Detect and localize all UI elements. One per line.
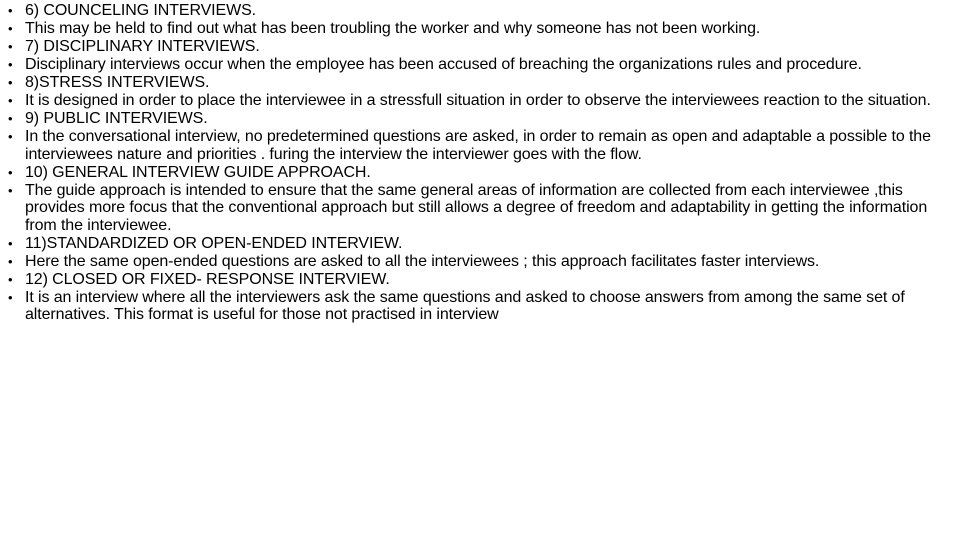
bullet-dot: • <box>8 93 13 108</box>
bullet-item <box>6 289 946 324</box>
bullet-item <box>6 92 946 110</box>
bullet-text: The guide approach is intended to ensure that the same general areas of information are collected from each interviewee ,this provides more focus that the conventional approach but still allows a degree of freedom and adaptability in getting the information from the interviewee. <box>25 181 928 234</box>
bullet-dot: • <box>8 57 13 72</box>
bullet-text: It is an interview where all the interviewers ask the same questions and asked to choose answers from among the same set of alternatives. This format is useful for those not practised in interview <box>25 288 905 323</box>
bullet-list <box>6 2 946 324</box>
bullet-dot: • <box>8 271 13 287</box>
bullet-item <box>6 182 946 235</box>
bullet-item <box>6 20 946 38</box>
bullet-text: It is designed in order to place the interviewee in a stressfull situation in order to observe the interviewees reaction to the situation. <box>25 92 931 109</box>
bullet-dot: • <box>8 182 13 198</box>
bullet-text: 10) GENERAL INTERVIEW GUIDE APPROACH. <box>25 163 371 181</box>
bullet-dot: • <box>8 235 13 251</box>
bullet-text: Here the same open-ended questions are asked to all the interviewees ; this approach facilitates faster interviews. <box>25 252 820 270</box>
bullet-text: 8)STRESS INTERVIEWS. <box>25 74 210 91</box>
bullet-dot: • <box>8 39 13 54</box>
bullet-item <box>6 38 946 56</box>
bullet-text: 12) CLOSED OR FIXED- RESPONSE INTERVIEW. <box>25 270 390 288</box>
bullet-item <box>6 235 946 253</box>
bullet-dot: • <box>8 289 13 305</box>
bullet-item <box>6 110 946 128</box>
bullet-text: This may be held to find out what has been troubling the worker and why someone has not been working. <box>25 20 761 37</box>
bullet-text: Disciplinary interviews occur when the employee has been accused of breaching the organizations rules and procedure. <box>25 56 862 73</box>
bullet-text: 9) PUBLIC INTERVIEWS. <box>25 110 208 127</box>
bullet-dot: • <box>8 111 13 126</box>
bullet-text: 7) DISCIPLINARY INTERVIEWS. <box>25 38 260 55</box>
bullet-dot: • <box>8 253 13 269</box>
bullet-item <box>6 253 946 271</box>
bullet-item <box>6 2 946 20</box>
bullet-dot: • <box>8 129 13 144</box>
bullet-text: 6) COUNCELING INTERVIEWS. <box>25 2 257 19</box>
bullet-item <box>6 56 946 74</box>
bullet-dot: • <box>8 75 13 90</box>
bullet-item <box>6 74 946 92</box>
bullet-item <box>6 128 946 163</box>
bullet-item <box>6 271 946 289</box>
bullet-text: In the conversational interview, no predetermined questions are asked, in order to remain as open and adaptable a possible to the interviewees nature and priorities . furing the interview the interviewer goes with the flow. <box>25 128 931 163</box>
bullet-item <box>6 164 946 182</box>
bullet-dot: • <box>8 3 13 18</box>
bullet-text: 11)STANDARDIZED OR OPEN-ENDED INTERVIEW. <box>25 234 403 252</box>
bullet-dot: • <box>8 21 13 36</box>
bullet-dot: • <box>8 164 13 180</box>
